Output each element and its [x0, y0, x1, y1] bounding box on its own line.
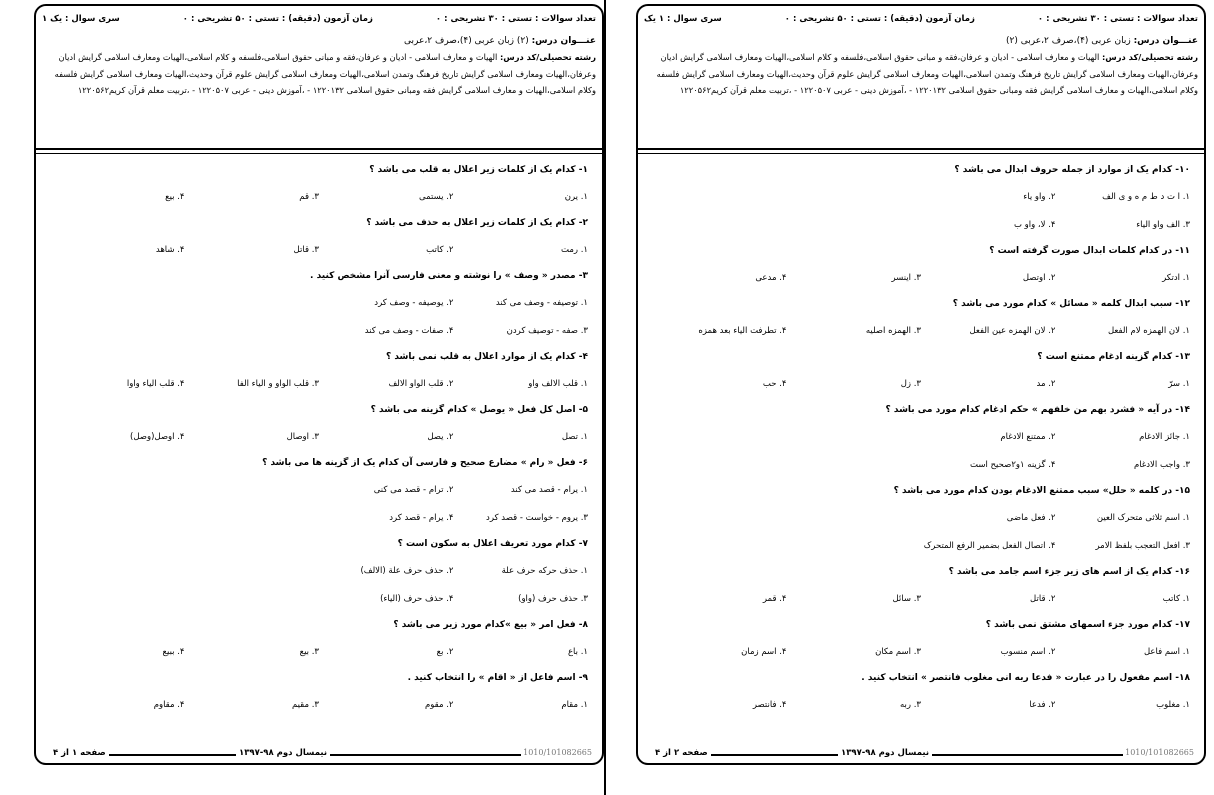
answer-option: ۴. قلب الیاء واوا [126, 379, 185, 389]
answer-option: ۱. لان الهمزه لام الفعل [1107, 326, 1190, 336]
options-row [50, 423, 588, 451]
options-row [50, 691, 588, 719]
question-text: ۳- مصدر « وصف » را نوشته و معنی فارسی آنرا مشخص کنید . [310, 271, 588, 281]
answer-option: ۴. فانتصر [752, 700, 787, 710]
answer-option: ۲. اسم منسوب [1000, 647, 1056, 657]
question-text: ۸- فعل امر « بیع »کدام مورد زیر می باشد ؟ [393, 620, 588, 630]
answer-option: ۲. قلب الواو الالف [388, 379, 454, 389]
course-title [42, 36, 596, 46]
answer-option: ۴. حب [762, 379, 787, 389]
question-text: ۷- کدام مورد تعریف اعلال به سکون است ؟ [397, 539, 588, 549]
question-text: ۱۵- در کلمه « حلل» سبب ممتنع الادغام بودن کدام مورد می باشد ؟ [893, 486, 1190, 496]
answer-option: ۴. یرام - قصد کرد [389, 513, 454, 523]
answer-option: ۳. بیع [299, 647, 319, 657]
exam-page-1 [34, 4, 604, 765]
options-row [50, 289, 588, 317]
answer-option: ۲. کاتب [426, 245, 454, 255]
answer-option: ۱. حذف حرکه حرف علة [501, 566, 588, 576]
answer-option: ۱. اسم فاعل [1144, 647, 1190, 657]
answer-option: ۲. قاتل [1030, 594, 1056, 604]
answer-option: ۳. سائل [892, 594, 921, 604]
header-info-row [42, 14, 596, 24]
header-info-row [644, 14, 1198, 24]
answer-option: ۲. بع [436, 647, 454, 657]
question-text: ۱۱- در کدام کلمات ابدال صورت گرفته است ؟ [989, 246, 1190, 256]
answer-option: ۱. رمت [561, 245, 588, 255]
answer-option: ۲. مد [1036, 379, 1056, 389]
answer-option: ۱. ا ت د ط م ه و ی الف [1102, 192, 1190, 202]
semester-label: نیمسال دوم ۹۸-۱۳۹۷ [236, 748, 330, 758]
answer-option: ۱. یرام - قصد می کند [510, 485, 588, 495]
options-row [50, 585, 588, 613]
exam-time: زمان آزمون (دقیقه) : تستی : ۵۰ تشریحی : ۰ [784, 14, 975, 24]
answer-option: ۳. زل [900, 379, 921, 389]
answer-option: ۱. باع [567, 647, 588, 657]
options-row [652, 183, 1190, 211]
answer-option: ۲. اوتصل [1022, 273, 1056, 283]
answer-option: ۱. ادتکر [1162, 273, 1190, 283]
answer-option: ۴. گزینه ۱و۲صحیح است [970, 460, 1056, 470]
questions-list [638, 158, 1204, 719]
answer-option: ۲. حذف حرف علة (الالف) [360, 566, 454, 576]
answer-option: ۲. یصل [427, 432, 454, 442]
answer-option: ۲. ترام - قصد می کنی [373, 485, 454, 495]
answer-option: ۲. لان الهمزه عین الفعل [969, 326, 1056, 336]
options-row [50, 557, 588, 585]
question-text: ۱- کدام یک از کلمات زیر اعلال به قلب می باشد ؟ [369, 165, 588, 175]
course-label: عنـــوان درس: [531, 36, 596, 46]
question-text: ۱۲- سبب ابدال کلمه « مسائل » کدام مورد می باشد ؟ [952, 299, 1190, 309]
question-text: ۴- کدام یک از موارد اعلال به قلب نمی باشد ؟ [386, 352, 588, 362]
options-row [652, 370, 1190, 398]
exam-page-2 [636, 4, 1206, 765]
question-text: ۱۸- اسم مفعول را در عبارت « فدعا ربه انی مغلوب فانتصر » انتخاب کنید . [861, 673, 1190, 683]
answer-option: ۴. شاهد [155, 245, 185, 255]
answer-option: ۳. الف واو الیاء [1136, 220, 1190, 230]
question-text: ۱۶- کدام یک از اسم های زیر جزء اسم جامد می باشد ؟ [948, 567, 1190, 577]
answer-option: ۱. سرّ [1168, 379, 1190, 389]
options-row [50, 504, 588, 532]
answer-option: ۱. توصیفه - وصف می کند [495, 298, 588, 308]
options-row [50, 370, 588, 398]
answer-option: ۴. اسم زمان [741, 647, 787, 657]
options-row [652, 423, 1190, 451]
options-row [50, 317, 588, 345]
exam-code: 1010/101082665 [523, 748, 592, 757]
answer-option: ۲. مقوم [425, 700, 454, 710]
answer-option: ۴. تطرفت الیاء بعد همزه [698, 326, 787, 336]
answer-option: ۳. ربه [899, 700, 921, 710]
answer-option: ۲. یستمی [419, 192, 454, 202]
answer-option: ۱. مقام [561, 700, 588, 710]
page-footer [36, 747, 602, 763]
answer-option: ۳. قلب الواو و الیاء الفا [237, 379, 319, 389]
answer-option: ۳. قاتل [293, 245, 319, 255]
answer-option: ۲. فدعا [1029, 700, 1056, 710]
question-text: ۱۴- در آیه « فشرد بهم من خلفهم » حکم ادغام کدام مورد می باشد ؟ [885, 405, 1190, 415]
answer-option: ۴. قمر [762, 594, 787, 604]
answer-option: ۳. حذف حرف (واو) [518, 594, 588, 604]
answer-option: ۳. اسم مکان [875, 647, 921, 657]
options-row [652, 638, 1190, 666]
question-series: سری سوال : یک ۱ [42, 14, 120, 24]
answer-option: ۱. قلب الالف واو [528, 379, 588, 389]
answer-option: ۱. مغلوب [1156, 700, 1190, 710]
page-number: صفحه ۱ از ۴ [50, 748, 109, 758]
answer-option: ۴. صفات - وصف می کند [364, 326, 454, 336]
field-of-study [42, 49, 596, 99]
answer-option: ۳. اینسر [891, 273, 921, 283]
options-row [652, 532, 1190, 560]
field-label: رشته تحصیلی/کد درس: [499, 52, 596, 62]
question-count: تعداد سوالات : تستی : ۳۰ تشریحی : ۰ [1037, 14, 1198, 24]
options-row [652, 691, 1190, 719]
options-row [652, 211, 1190, 239]
options-row [50, 236, 588, 264]
answer-option: ۳. اوصال [286, 432, 319, 442]
question-series: سری سوال : ۱ یک [644, 14, 722, 24]
answer-option: ۱. کاتب [1162, 594, 1190, 604]
answer-option: ۱. تصل [561, 432, 588, 442]
options-row [652, 451, 1190, 479]
question-text: ۱۷- کدام مورد جزء اسمهای مشتق نمی باشد ؟ [985, 620, 1190, 630]
answer-option: ۲. ممتنع الادغام [1000, 432, 1056, 442]
header-divider [36, 148, 602, 154]
course-value: زبان عربی (۴)،صرف ۲،عربی (۲) [1006, 36, 1131, 46]
answer-option: ۲. واو یاء [1023, 192, 1056, 202]
options-row [50, 476, 588, 504]
answer-option: ۳. الهمزه اصلیه [865, 326, 921, 336]
answer-option: ۳. قم [299, 192, 319, 202]
options-row [50, 638, 588, 666]
answer-option: ۳. صفه - توصیف کردن [506, 326, 588, 336]
answer-option: ۳. یروم - خواست - قصد کرد [486, 513, 588, 523]
page-number: صفحه ۲ از ۴ [652, 748, 711, 758]
answer-option: ۲. فعل ماضی [1006, 513, 1056, 523]
page-separator [604, 0, 606, 795]
field-value: الهیات و معارف اسلامی - ادیان و عرفان،فقه و مبانی حقوق اسلامی،فلسفه و کلام اسلامی،الهیات ومعارف اسلامی گرایش ادیان وعرفان،الهیات ومعارف اسلامی گرایش تاریخ فرهنگ وتمدن اسلامی،الهیات ومعارف اسلامی گرایش علوم قرآن وحدیث،الهیات ومعارف اسلامی گرایش فلسفه وکلام اسلامی،الهیات و معارف اسلامی گرایش فقه ومبانی حقوق اسلامی ۱۲۲۰۱۳۲ - ،آموزش دینی - عربی ۱۲۲۰۵۰۷ - ،تربیت معلم قرآن کریم۱۲۲۰۵۶۲ [656, 52, 1198, 95]
options-row [652, 264, 1190, 292]
answer-option: ۴. مدعی [755, 273, 787, 283]
question-text: ۵- اصل کل فعل « یوصل » کدام گزینه می باشد ؟ [370, 405, 588, 415]
questions-list [36, 158, 602, 719]
field-label: رشته تحصیلی/کد درس: [1101, 52, 1198, 62]
field-of-study [644, 49, 1198, 99]
options-row [652, 585, 1190, 613]
page-footer [638, 747, 1204, 763]
answer-option: ۳. افعل التعجب بلفظ الامر [1095, 541, 1190, 551]
answer-option: ۴. اوصل(وصل) [130, 432, 185, 442]
answer-option: ۴. اتصال الفعل بضمیر الرفع المتحرک [923, 541, 1056, 551]
question-text: ۱۰- کدام یک از موارد از جمله حروف ابدال می باشد ؟ [954, 165, 1190, 175]
options-row [50, 183, 588, 211]
options-row [652, 317, 1190, 345]
page-header [36, 6, 602, 148]
question-text: ۹- اسم فاعل از « اقام » را انتخاب کنید . [407, 673, 588, 683]
question-text: ۱۳- کدام گزینه ادغام ممتنع است ؟ [1037, 352, 1190, 362]
exam-code: 1010/101082665 [1125, 748, 1194, 757]
options-row [652, 504, 1190, 532]
question-text: ۲- کدام یک از کلمات زیر اعلال به حذف می باشد ؟ [366, 218, 588, 228]
question-count: تعداد سوالات : تستی : ۳۰ تشریحی : ۰ [435, 14, 596, 24]
answer-option: ۱. جائز الادغام [1139, 432, 1190, 442]
answer-option: ۴. مقاوم [153, 700, 185, 710]
field-value: الهیات و معارف اسلامی - ادیان و عرفان،فقه و مبانی حقوق اسلامی،فلسفه و کلام اسلامی،الهیات ومعارف اسلامی گرایش ادیان وعرفان،الهیات ومعارف اسلامی گرایش تاریخ فرهنگ وتمدن اسلامی،الهیات ومعارف اسلامی گرایش علوم قرآن وحدیث،الهیات ومعارف اسلامی گرایش فلسفه وکلام اسلامی،الهیات و معارف اسلامی گرایش فقه ومبانی حقوق اسلامی ۱۲۲۰۱۳۲ - ،آموزش دینی - عربی ۱۲۲۰۵۰۷ - ،تربیت معلم قرآن کریم۱۲۲۰۵۶۲ [54, 52, 596, 95]
course-value: (۲) زبان عربی (۴)،صرف ۲،عربی [404, 36, 529, 46]
exam-time: زمان آزمون (دقیقه) : تستی : ۵۰ تشریحی : ۰ [182, 14, 373, 24]
page-header [638, 6, 1204, 148]
course-label: عنـــوان درس: [1133, 36, 1198, 46]
answer-option: ۳. واجب الادغام [1133, 460, 1190, 470]
answer-option: ۲. یوصیفه - وصف کرد [374, 298, 454, 308]
semester-label: نیمسال دوم ۹۸-۱۳۹۷ [838, 748, 932, 758]
header-divider [638, 148, 1204, 154]
answer-option: ۴. ببیع [162, 647, 185, 657]
answer-option: ۴. حذف حرف (الیاء) [380, 594, 454, 604]
answer-option: ۴. بیع [165, 192, 185, 202]
answer-option: ۳. مقیم [291, 700, 319, 710]
course-title [644, 36, 1198, 46]
question-text: ۶- فعل « رام » مضارع صحیح و فارسی آن کدام یک از گزینه ها می باشد ؟ [262, 458, 588, 468]
answer-option: ۴. لا، واو ب [1013, 220, 1056, 230]
answer-option: ۱. یرن [564, 192, 588, 202]
answer-option: ۱. اسم ثلاثی متحرک العین [1096, 513, 1190, 523]
